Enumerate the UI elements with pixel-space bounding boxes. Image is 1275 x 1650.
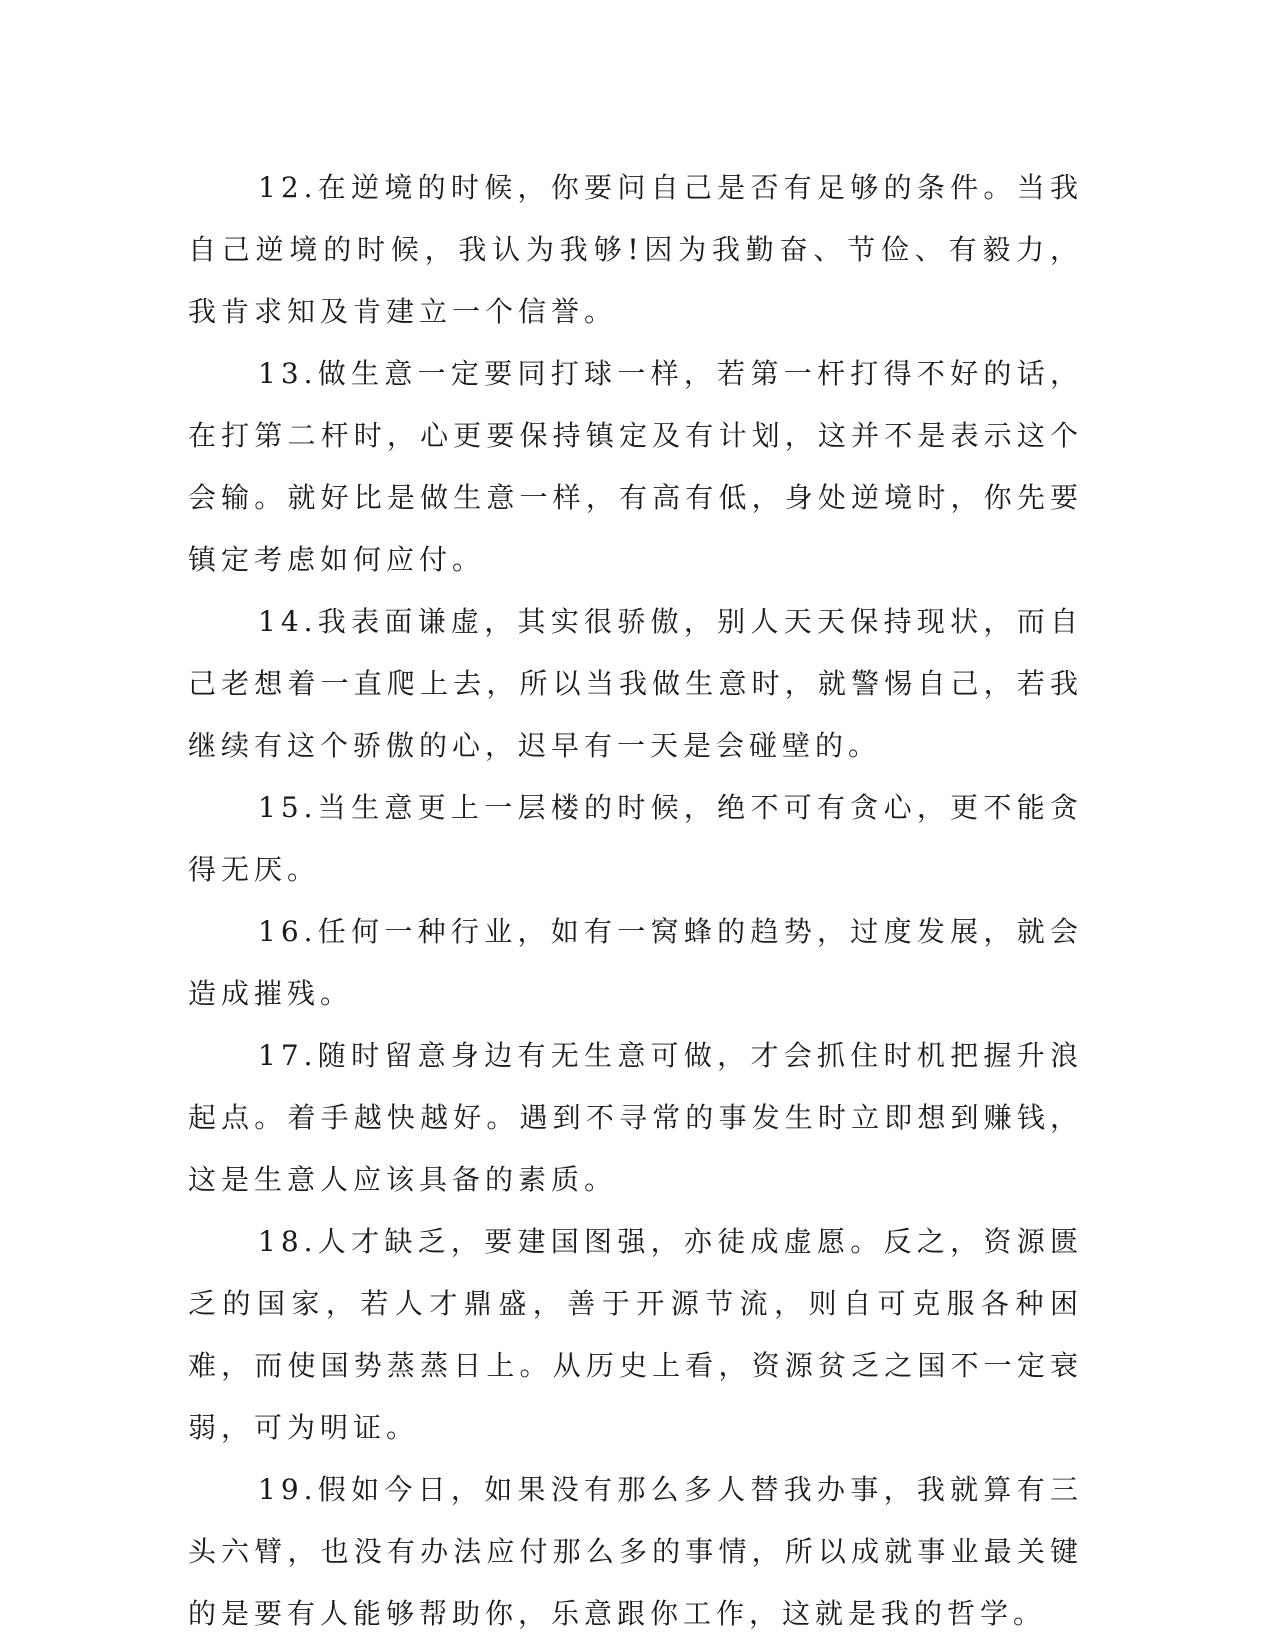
body-text <box>188 157 1083 1645</box>
paragraph-17: 17.随时留意身边有无生意可做，才会抓住时机把握升浪起点。着手越快越好。遇到不寻常的事发生时立即想到赚钱，这是生意人应该具备的素质。 <box>188 1039 1083 1196</box>
paragraph-15: 15.当生意更上一层楼的时候，绝不可有贪心，更不能贪得无厌。 <box>188 791 1083 886</box>
paragraph-13: 13.做生意一定要同打球一样，若第一杆打得不好的话，在打第二杆时，心更要保持镇定及有计划，这并不是表示这个会输。就好比是做生意一样，有高有低，身处逆境时，你先要镇定考虑如何应付。 <box>188 357 1083 576</box>
paragraph-12: 12.在逆境的时候，你要问自己是否有足够的条件。当我自己逆境的时候，我认为我够!因为我勤奋、节俭、有毅力，我肯求知及肯建立一个信誉。 <box>188 171 1083 328</box>
paragraph-16: 16.任何一种行业，如有一窝蜂的趋势，过度发展，就会造成摧残。 <box>188 915 1083 1010</box>
paragraph-18: 18.人才缺乏，要建国图强，亦徒成虚愿。反之，资源匮乏的国家，若人才鼎盛，善于开源节流，则自可克服各种困难，而使国势蒸蒸日上。从历史上看，资源贫乏之国不一定衰弱，可为明证。 <box>188 1225 1083 1444</box>
paragraph-19: 19.假如今日，如果没有那么多人替我办事，我就算有三头六臂，也没有办法应付那么多的事情，所以成就事业最关键的是要有人能够帮助你，乐意跟你工作，这就是我的哲学。 <box>188 1473 1083 1630</box>
paragraph-14: 14.我表面谦虚，其实很骄傲，别人天天保持现状，而自己老想着一直爬上去，所以当我做生意时，就警惕自己，若我继续有这个骄傲的心，迟早有一天是会碰壁的。 <box>188 605 1083 762</box>
